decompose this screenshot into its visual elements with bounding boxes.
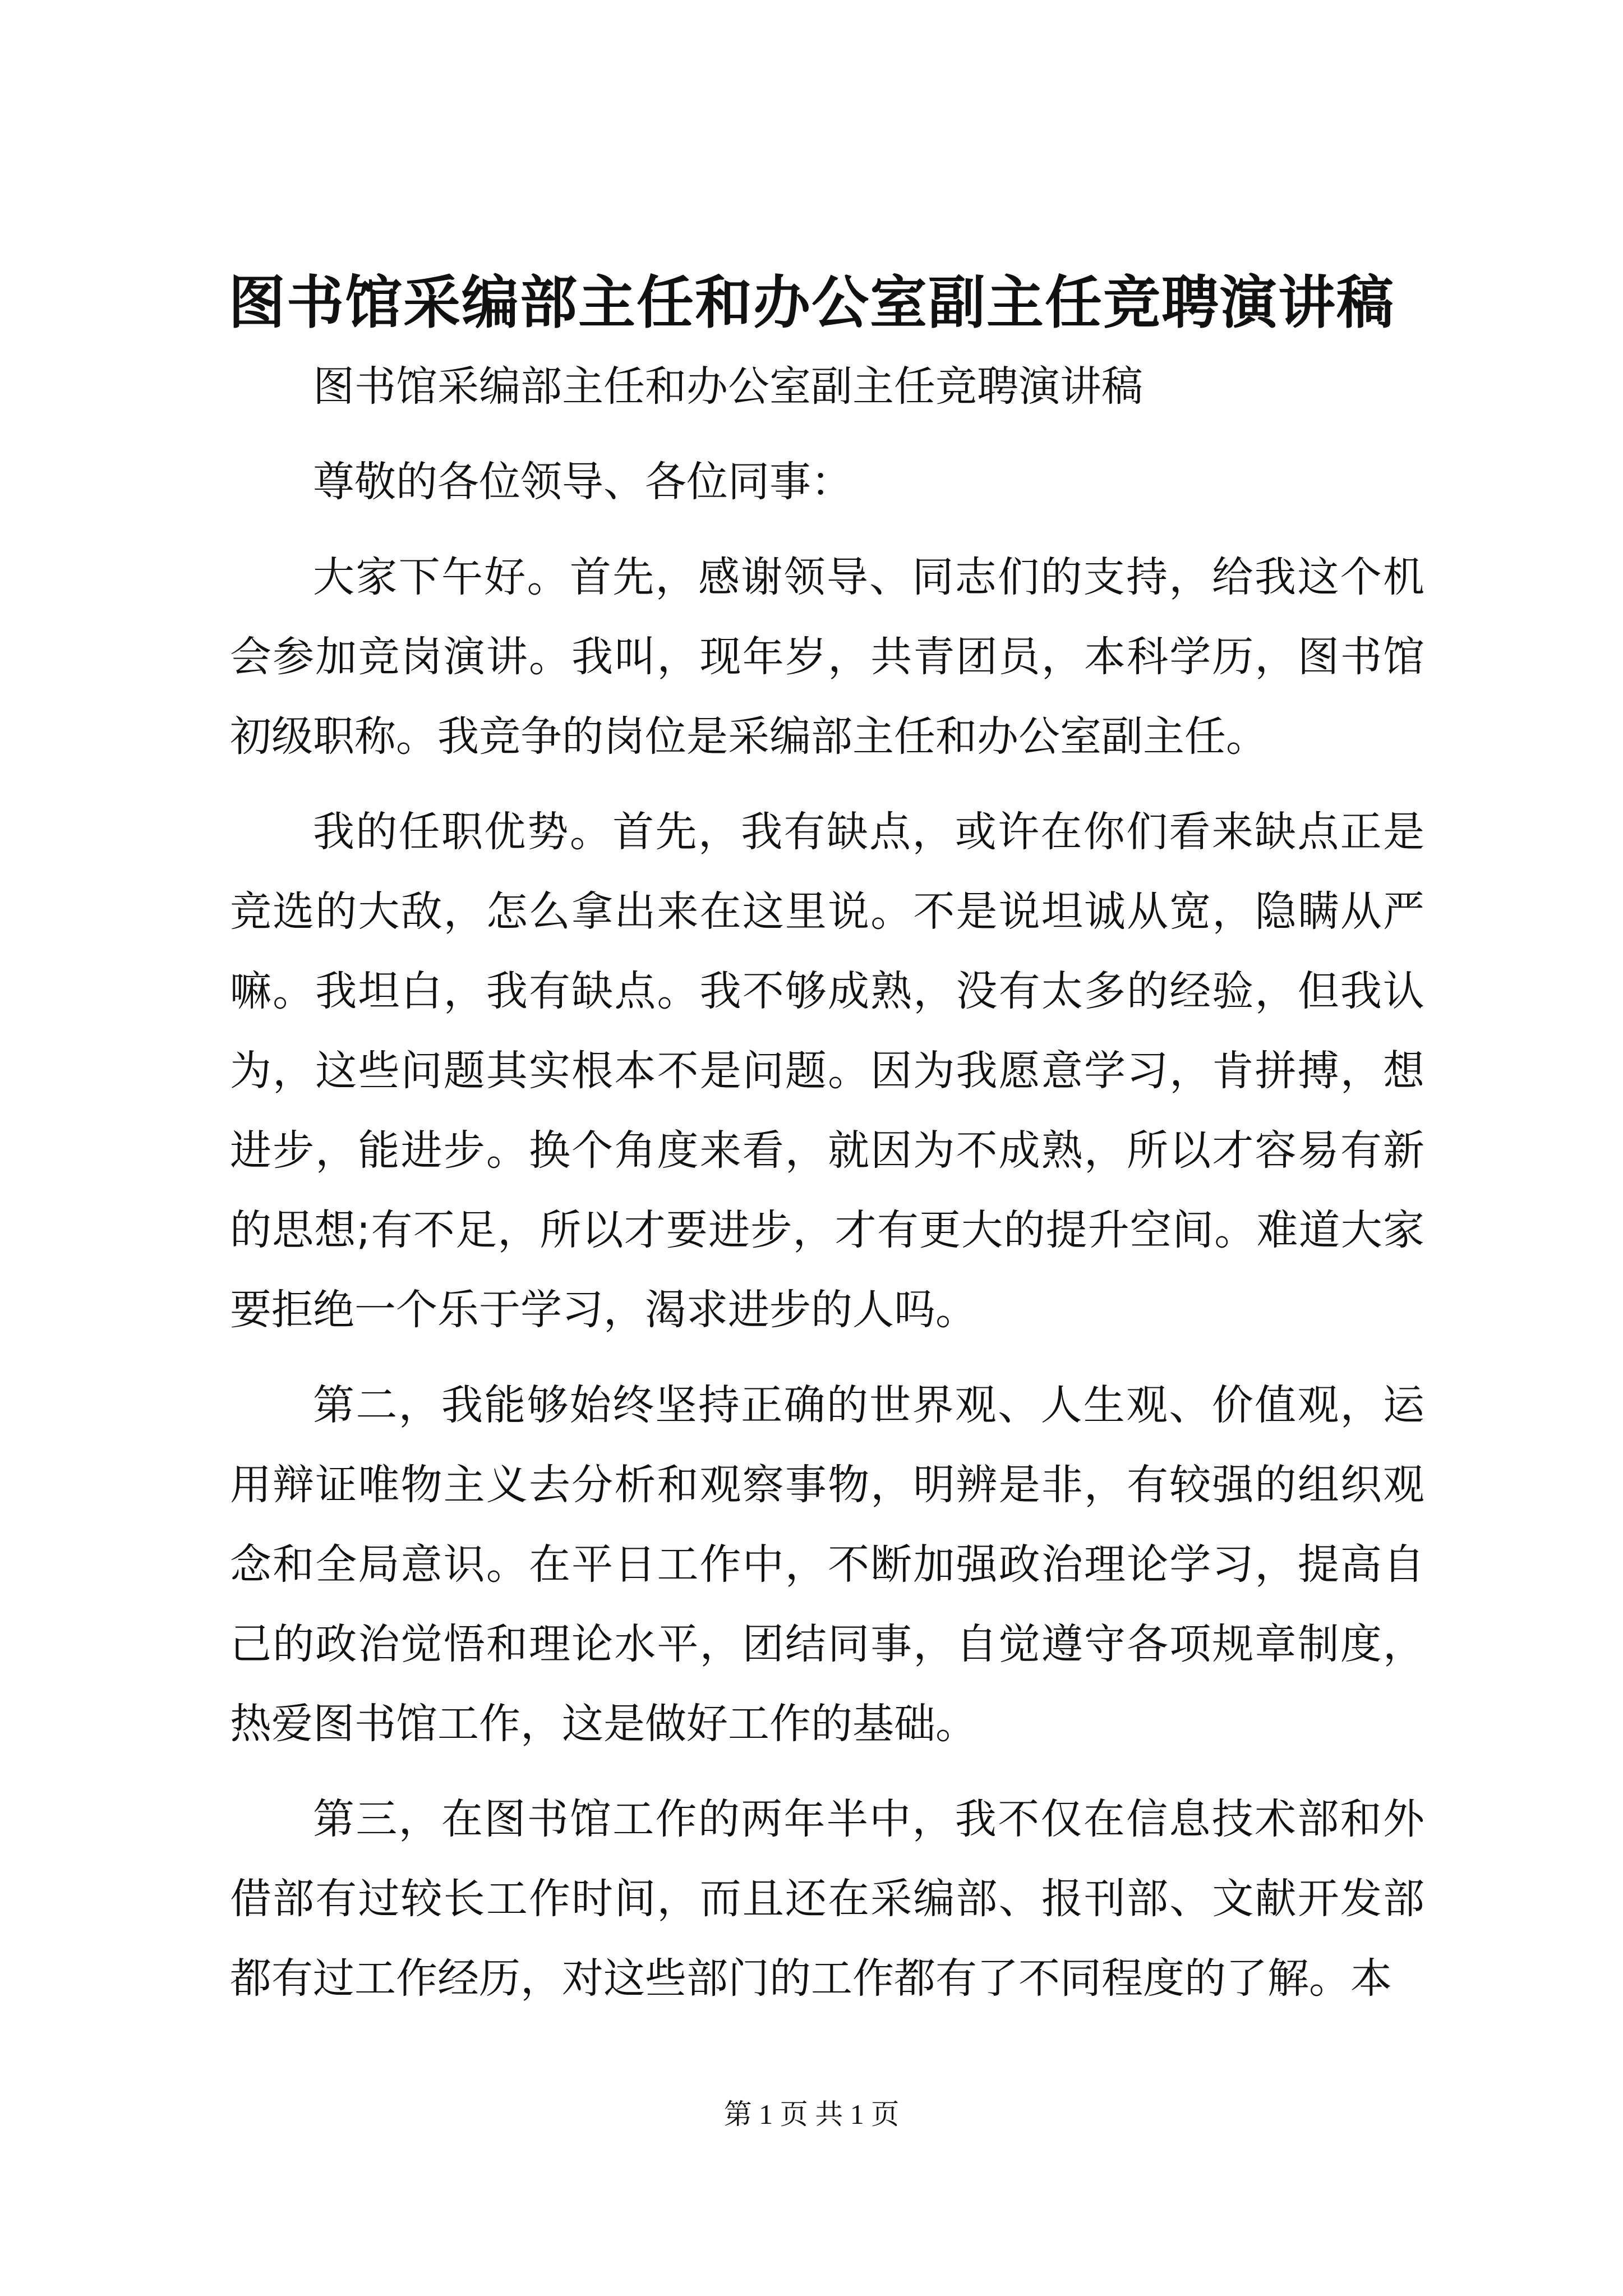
document-body xyxy=(230,347,1424,2034)
paragraph-salutation: 尊敬的各位领导、各位同事： xyxy=(313,458,852,506)
paragraph-introduction: 大家下午好。首先，感谢领导、同志们的支持，给我这个机会参加竞岗演讲。我叫，现年岁，共青团员，本科学历，图书馆初级职称。我竞争的岗位是采编部主任和办公室副主任。 xyxy=(230,553,1424,761)
paragraph-advantage-second: 第二，我能够始终坚持正确的世界观、人生观、价值观，运用辩证唯物主义去分析和观察事物，明辨是非，有较强的组织观念和全局意识。在平日工作中，不断加强政治理论学习，提高自己的政治觉悟和理论水平，团结同事，自觉遵守各项规章制度，热爱图书馆工作，这是做好工作的基础。 xyxy=(230,1381,1424,1748)
document-title: 图书馆采编部主任和办公室副主任竞聘演讲稿 xyxy=(228,269,1395,337)
paragraph-subtitle: 图书馆采编部主任和办公室副主任竞聘演讲稿 xyxy=(313,362,1143,411)
paragraph-advantage-third: 第三，在图书馆工作的两年半中，我不仅在信息技术部和外借部有过较长工作时间，而且还在采编部、报刊部、文献开发部都有过工作经历，对这些部门的工作都有了不同程度的了解。本 xyxy=(230,1795,1424,2003)
page-footer: 第 1 页 共 1 页 xyxy=(723,2099,900,2130)
paragraph-advantage-first: 我的任职优势。首先，我有缺点，或许在你们看来缺点正是竞选的大敌，怎么拿出来在这里说。不是说坦诚从宽，隐瞒从严嘛。我坦白，我有缺点。我不够成熟，没有太多的经验，但我认为，这些问题其实根本不是问题。因为我愿意学习，肯拼搏，想进步，能进步。换个角度来看，就因为不成熟，所以才容易有新的思想;有不足，所以才要进步，才有更大的提升空间。难道大家要拒绝一个乐于学习，渴求进步的人吗。 xyxy=(230,808,1424,1334)
